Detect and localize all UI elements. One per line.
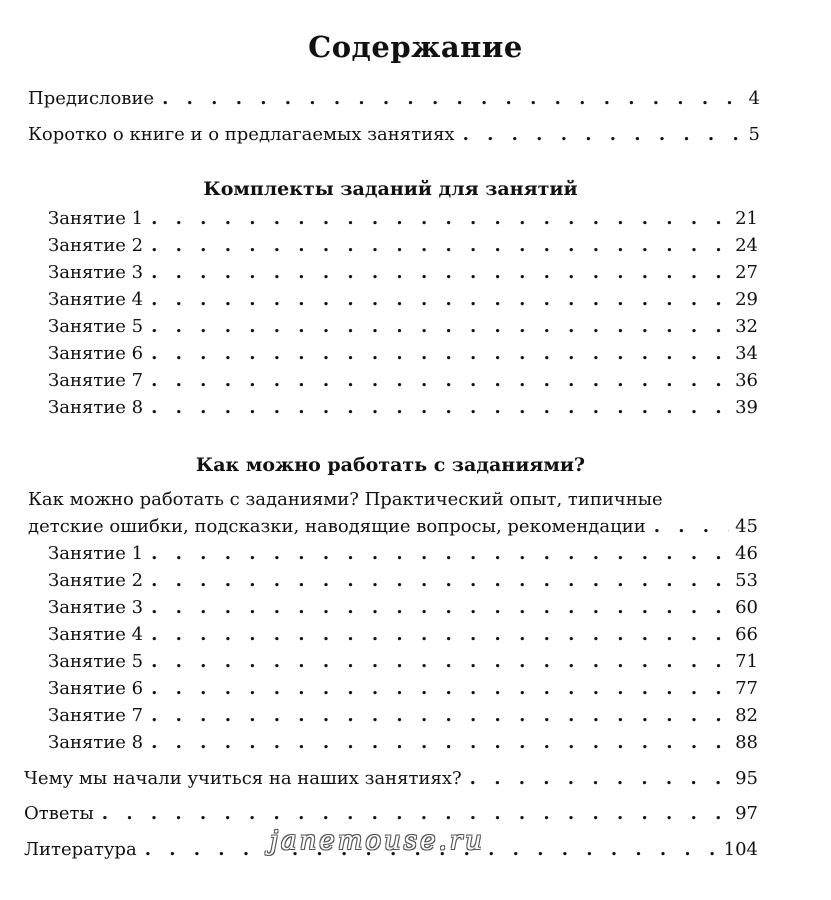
toc-entry[interactable] [48, 341, 758, 367]
leader-dots [151, 622, 729, 648]
toc-entry-label: Занятие 4 [48, 624, 144, 645]
toc-entry-label: Занятие 2 [48, 570, 144, 591]
toc-entry-page: 60 [735, 597, 758, 618]
toc-entry-practical-experience[interactable] [28, 514, 758, 540]
toc-entry-page: 45 [735, 516, 758, 537]
toc-entry-label: Занятие 5 [48, 651, 144, 672]
toc-entry-page: 39 [735, 397, 758, 418]
leader-dots [151, 233, 729, 259]
toc-entry-page: 24 [735, 235, 758, 256]
toc-entry-page: 36 [735, 370, 758, 391]
leader-dots [470, 766, 729, 792]
toc-entry-label: Занятие 3 [48, 597, 144, 618]
toc-entry-page: 82 [735, 705, 758, 726]
toc-entry[interactable] [48, 649, 758, 675]
toc-entry-page: 71 [735, 651, 758, 672]
toc-entry[interactable] [48, 568, 758, 594]
toc-entry-label: Занятие 5 [48, 316, 144, 337]
toc-entry[interactable] [48, 287, 758, 313]
toc-entry-page: 77 [735, 678, 758, 699]
toc-entry[interactable] [48, 395, 758, 421]
toc-entry-page: 46 [735, 543, 758, 564]
toc-entry[interactable] [48, 541, 758, 567]
leader-dots [151, 730, 729, 756]
toc-entry-label: Предисловие [28, 88, 155, 109]
leader-dots [151, 649, 729, 675]
toc-entry-page: 88 [735, 732, 758, 753]
toc-entry-page: 66 [735, 624, 758, 645]
toc-entry-label: Чему мы начали учиться на наших занятиях? [24, 768, 462, 789]
leader-dots [151, 568, 729, 594]
toc-entry-label: Занятие 1 [48, 543, 144, 564]
leader-dots [151, 341, 729, 367]
leader-dots [463, 122, 743, 148]
toc-entry-label: Занятие 8 [48, 732, 144, 753]
toc-entry-label: Занятие 3 [48, 262, 144, 283]
toc-entry-label: Литература [24, 839, 137, 860]
toc-entry-label: Занятие 4 [48, 289, 144, 310]
toc-entry[interactable] [48, 730, 758, 756]
toc-entry[interactable] [48, 368, 758, 394]
toc-entry-page: 27 [735, 262, 758, 283]
toc-entry-answers[interactable] [24, 801, 758, 827]
toc-entry[interactable] [48, 314, 758, 340]
leader-dots [151, 206, 729, 232]
toc-entry[interactable] [48, 703, 758, 729]
leader-dots [151, 676, 729, 702]
toc-entry-page: 29 [735, 289, 758, 310]
section-heading-working-with-tasks: Как можно работать с заданиями? [195, 454, 586, 476]
toc-entry-preface[interactable] [28, 86, 760, 112]
watermark: janemouse.ru [270, 826, 485, 856]
toc-entry-page: 21 [735, 208, 758, 229]
toc-entry-label: Занятие 1 [48, 208, 144, 229]
toc-entry-page: 34 [735, 343, 758, 364]
toc-entry-label: Занятие 2 [48, 235, 144, 256]
leader-dots [151, 287, 729, 313]
toc-entry-label: Коротко о книге и о предлагаемых занятиях [28, 124, 455, 145]
toc-entry-label: детские ошибки, подсказки, наводящие вопросы, рекомендации [28, 516, 646, 537]
toc-entry-label: Занятие 7 [48, 705, 144, 726]
toc-entry[interactable] [48, 233, 758, 259]
toc-entry[interactable] [48, 260, 758, 286]
toc-entry-page: 32 [735, 316, 758, 337]
leader-dots [102, 801, 729, 827]
page-title: Содержание [308, 30, 523, 64]
leader-dots [151, 541, 729, 567]
toc-entry-label: Ответы [24, 803, 94, 824]
toc-entry-page: 97 [735, 803, 758, 824]
toc-entry-label: Занятие 6 [48, 343, 144, 364]
leader-dots [151, 395, 729, 421]
toc-entry[interactable] [48, 676, 758, 702]
toc-entry-what-we-learned[interactable] [24, 766, 758, 792]
leader-dots [151, 260, 729, 286]
leader-dots [654, 514, 729, 540]
toc-entry-about-book[interactable] [28, 122, 760, 148]
leader-dots [151, 314, 729, 340]
toc-entry-page: 4 [748, 88, 760, 109]
toc-entry-page: 5 [748, 124, 760, 145]
leader-dots [151, 703, 729, 729]
toc-entry-label: Занятие 7 [48, 370, 144, 391]
toc-entry-practical-line1: Как можно работать с заданиями? Практический опыт, типичные [28, 489, 663, 510]
leader-dots [151, 595, 729, 621]
section-heading-task-sets: Комплекты заданий для занятий [203, 178, 578, 200]
toc-entry-page: 95 [735, 768, 758, 789]
toc-entry[interactable] [48, 206, 758, 232]
toc-entry-label: Занятие 6 [48, 678, 144, 699]
leader-dots [151, 368, 729, 394]
toc-entry[interactable] [48, 622, 758, 648]
toc-entry[interactable] [48, 595, 758, 621]
toc-entry-page: 53 [735, 570, 758, 591]
toc-entry-page: 104 [723, 839, 758, 860]
leader-dots [162, 86, 742, 112]
toc-entry-label: Занятие 8 [48, 397, 144, 418]
